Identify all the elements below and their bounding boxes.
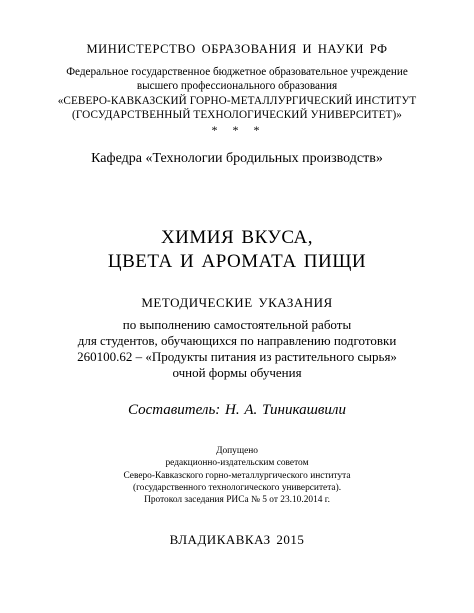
institution-line-3: «СЕВЕРО-КАВКАЗСКИЙ ГОРНО-МЕТАЛЛУРГИЧЕСКИЙ ИНСТИТУТ [57,95,417,107]
purpose-line-3: 260100.62 – «Продукты питания из растительного сырья» [77,349,397,364]
purpose-line-2: для студентов, обучающихся по направлению подготовки [77,333,397,348]
approval-line-4: (государственного технологического университета). [132,483,342,493]
ministry-name: МИНИСТЕРСТВО ОБРАЗОВАНИЯ И НАУКИ РФ [86,42,388,56]
institution-line-4: (ГОСУДАРСТВЕННЫЙ ТЕХНОЛОГИЧЕСКИЙ УНИВЕРСИТЕТ)» [72,109,402,121]
approval-line-1: Допущено [216,446,258,456]
approval-line-3: Северо-Кавказского горно-металлургического института [123,471,351,481]
compiler-credit: Составитель: Н. А. Тиникашвили [128,402,346,418]
approval-line-2: редакционно-издательским советом [165,458,309,468]
city-year: ВЛАДИКАВКАЗ 2015 [169,532,305,547]
purpose-line-4: очной формы обучения [172,365,302,380]
document-title-line-1: ХИМИЯ ВКУСА, [160,227,314,248]
institution-line-2: высшего профессионального образования [136,80,338,92]
document-title-line-2: ЦВЕТА И АРОМАТА ПИЩИ [107,251,367,272]
section-separator: * * * [211,123,263,137]
department-name: Кафедра «Технологии бродильных производств» [91,151,383,166]
approval-line-5: Протокол заседания РИСа № 5 от 23.10.2014 г. [144,495,330,505]
purpose-line-1: по выполнению самостоятельной работы [122,317,352,332]
institution-line-1: Федеральное государственное бюджетное образовательное учреждение [66,66,408,78]
document-type: МЕТОДИЧЕСКИЕ УКАЗАНИЯ [141,295,333,310]
